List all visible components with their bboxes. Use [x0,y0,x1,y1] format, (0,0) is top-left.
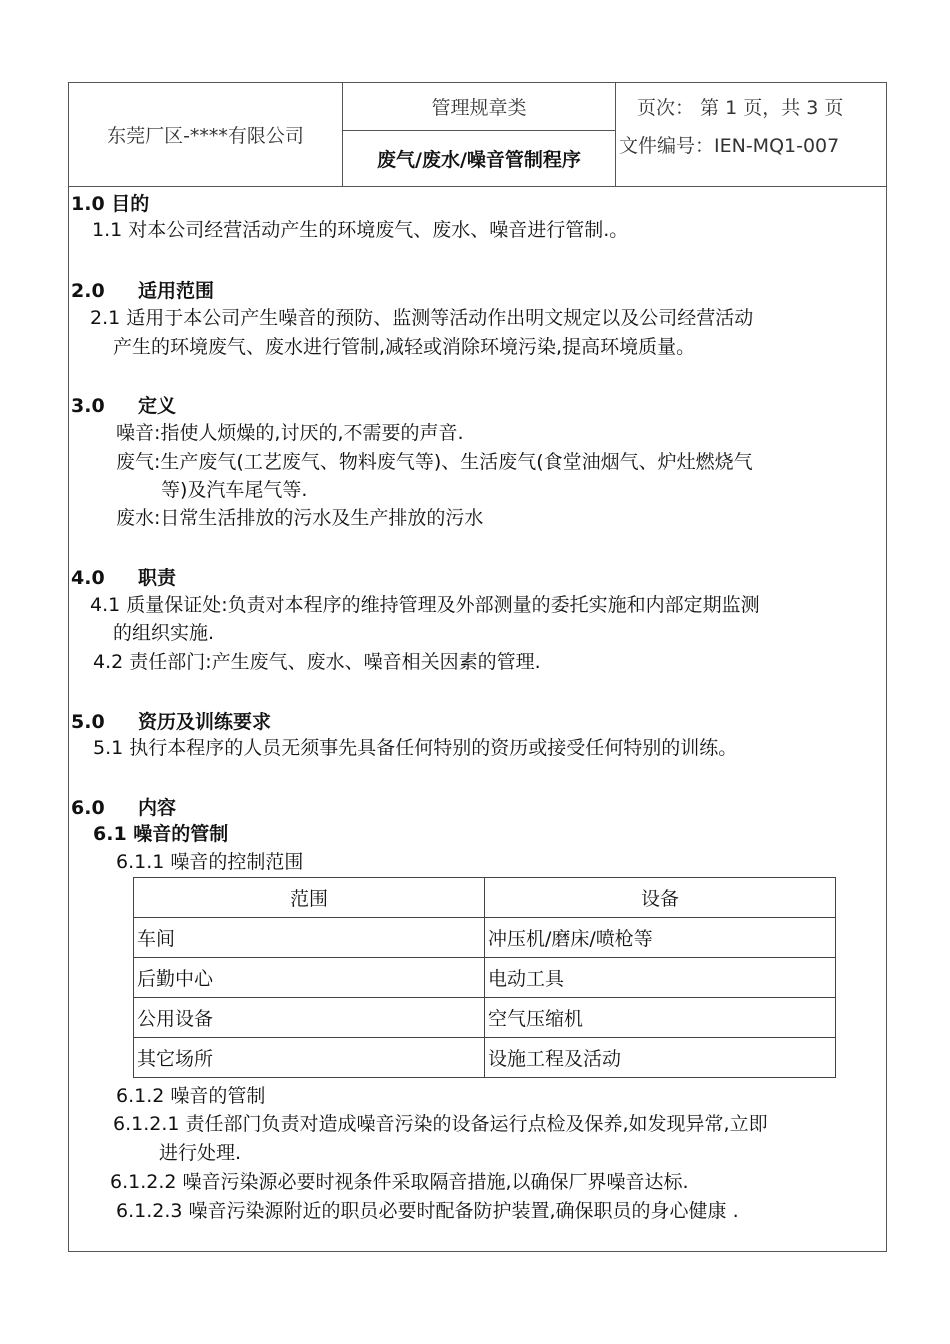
table-cell: 电动工具 [485,958,836,998]
item-4-1-line2: 的组织实施. [113,622,215,644]
definition-noise: 噪音:指使人烦燥的,讨厌的,不需要的声音. [116,422,464,444]
section-2-title: 适用范围 [138,280,215,302]
table-cell: 后勤中心 [134,958,485,998]
item-6-1-2-1-line1: 6.1.2.1 责任部门负责对造成噪音污染的设备运行点检及保养,如发现异常,立即 [113,1113,768,1135]
subsection-6-1: 6.1 噪音的管制 [93,823,229,845]
table-row [134,958,836,998]
table-row [134,1038,836,1078]
definition-water: 废水:日常生活排放的污水及生产排放的污水 [116,507,484,529]
table-header-equipment: 设备 [485,878,836,918]
section-2-number: 2.0 [71,280,105,302]
table-cell: 设施工程及活动 [485,1038,836,1078]
subsection-6-1-2: 6.1.2 噪音的管制 [116,1085,266,1107]
table-row [134,998,836,1038]
item-1-1: 1.1 对本公司经营活动产生的环境废气、废水、噪音进行管制.。 [92,219,629,241]
item-4-2: 4.2 责任部门:产生废气、废水、噪音相关因素的管理. [93,651,541,673]
section-4-heading [71,563,176,590]
item-2-1-line1: 2.1 适用于本公司产生噪音的预防、监测等活动作出明文规定以及公司经营活动 [90,307,754,329]
section-6-heading [71,793,176,820]
document-category: 管理规章类 [343,83,616,131]
section-6-number: 6.0 [71,797,105,819]
section-4-number: 4.0 [71,567,105,589]
table-cell: 其它场所 [134,1038,485,1078]
table-cell: 公用设备 [134,998,485,1038]
table-header-row [134,878,836,918]
item-6-1-2-3: 6.1.2.3 噪音污染源附近的职员必要时配备防护装置,确保职员的身心健康 . [116,1200,739,1222]
section-1-title: 目的 [111,193,150,215]
document-number: 文件编号：IEN-MQ1-007 [619,135,840,157]
table-cell: 空气压缩机 [485,998,836,1038]
definition-gas-line2: 等)及汽车尾气等. [161,479,308,501]
company-name: 东莞厂区-****有限公司 [69,83,343,186]
section-6-title: 内容 [138,797,177,819]
table-row [134,918,836,958]
table-cell: 车间 [134,918,485,958]
section-3-title: 定义 [138,395,177,417]
item-2-1-line2: 产生的环境废气、废水进行管制,减轻或消除环境污染,提高环境质量。 [113,336,696,358]
subsection-6-1-1: 6.1.1 噪音的控制范围 [116,851,304,873]
header-block [69,83,886,187]
item-6-1-2-1-line2: 进行处理. [159,1142,242,1164]
item-5-1: 5.1 执行本程序的人员无须事先具备任何特别的资历或接受任何特别的训练。 [93,737,738,759]
definition-gas-line1: 废气:生产废气(工艺废气、物料废气等)、生活废气(食堂油烟气、炉灶燃烧气 [116,451,753,473]
section-4-title: 职责 [138,567,177,589]
table-header-scope: 范围 [134,878,485,918]
section-5-heading [71,707,271,734]
section-2-heading [71,276,214,303]
section-5-number: 5.0 [71,711,105,733]
noise-scope-table [133,877,836,1078]
section-3-heading [71,391,176,418]
table-cell: 冲压机/磨床/喷枪等 [485,918,836,958]
section-1-number: 1.0 [71,193,105,215]
section-3-number: 3.0 [71,395,105,417]
section-1-heading [71,189,149,216]
item-6-1-2-2: 6.1.2.2 噪音污染源必要时视条件采取隔音措施,以确保厂界噪音达标. [110,1171,689,1193]
page-info: 页次： 第 1 页，共 3 页 [637,97,844,119]
document-title: 废气/废水/噪音管制程序 [343,131,616,186]
item-4-1-line1: 4.1 质量保证处:负责对本程序的维持管理及外部测量的委托实施和内部定期监测 [90,594,760,616]
section-5-title: 资历及训练要求 [138,711,272,733]
